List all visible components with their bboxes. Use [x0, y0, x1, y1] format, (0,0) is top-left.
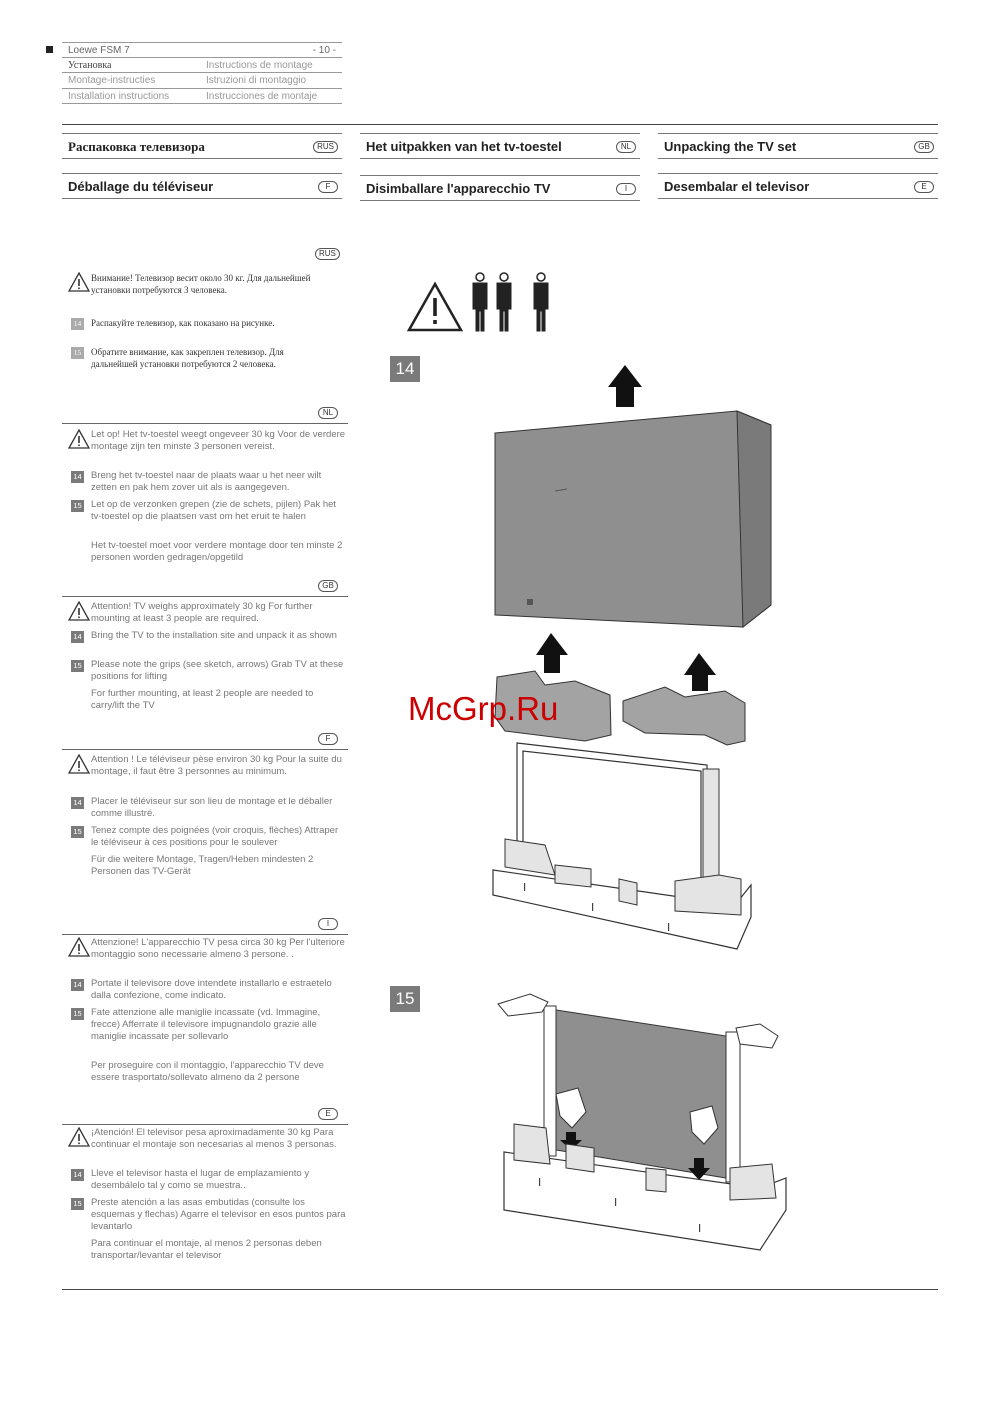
- note-f: [62, 854, 348, 880]
- step-text: Fate attenzione alle maniglie incassate (vd. Immagine, frecce) Afferrate il televisore impugnandolo grazie alle maniglie incassate per sollevarlo: [91, 1007, 321, 1042]
- note-text: Het tv-toestel moet voor verdere montage door ten minste 2 personen worden gedragen/opgetild: [91, 540, 343, 563]
- header-cell: Instrucciones de montaje: [206, 90, 318, 102]
- note-i: [62, 1060, 348, 1086]
- step-number: 14: [71, 979, 84, 991]
- warning-nl: [62, 429, 348, 467]
- svg-text:I: I: [523, 881, 527, 894]
- header-cell: Установка: [68, 59, 112, 71]
- step-f-14: [62, 796, 348, 822]
- lang-badge: RUS: [313, 141, 338, 153]
- title-text: Unpacking the TV set: [664, 139, 797, 154]
- step-text: Обратите внимание, как закреплен телевизор. Для дальнейшей установки потребуются 2 человека.: [91, 347, 284, 369]
- top-rule: [62, 124, 938, 125]
- section-rule: [62, 423, 348, 424]
- title-nl: [360, 133, 640, 159]
- warning-icon: [68, 1127, 90, 1147]
- svg-text:I: I: [698, 1222, 702, 1235]
- note-text: For further mounting, at least 2 people are needed to carry/lift the TV: [91, 688, 314, 711]
- header-bullet: [46, 46, 53, 53]
- title-rus: [62, 133, 342, 159]
- title-i: [360, 175, 640, 201]
- step-number: 15: [71, 1008, 84, 1020]
- lifting-illustration: [490, 988, 800, 1258]
- title-text: Disimballare l'apparecchio TV: [366, 181, 551, 196]
- step-number: 15: [71, 660, 84, 672]
- header-row: [62, 73, 342, 89]
- warning-text: Attenzione! L'apparecchio TV pesa circa 30 kg Per l'ulteriore montaggio sono necessarie almeno 3 persone. .: [91, 937, 345, 960]
- header-row: [62, 58, 342, 74]
- warning-text: ¡Atención! El televisor pesa aproximadamente 30 kg Para continuar el montaje son necesarias al menos 3 personas.: [91, 1127, 337, 1150]
- step-number: 15: [71, 1198, 84, 1210]
- warning-text: Attention ! Le téléviseur pèse environ 30 kg Pour la suite du montage, il faut être 3 personnes au minimum.: [91, 754, 342, 777]
- section-badge-i: I: [318, 918, 338, 930]
- warning-icon: [68, 754, 90, 774]
- step-text: Breng het tv-toestel naar de plaats waar u het neer wilt zetten en pak hem zover uit als is aangegeven.: [91, 470, 322, 493]
- warning-icon: [68, 937, 90, 957]
- header-cell: Montage-instructies: [68, 75, 156, 86]
- step-text: Placer le téléviseur sur son lieu de montage et le déballer comme illustré.: [91, 796, 333, 819]
- warning-f: [62, 754, 348, 792]
- note-nl: [62, 540, 348, 566]
- step-gb-15: [62, 659, 348, 685]
- step-text: Tenez compte des poignées (voir croquis, flèches) Attraper le téléviseur à ces positions pour le soulever: [91, 825, 339, 848]
- section-badge-f: F: [318, 733, 338, 745]
- bottom-rule: [62, 1289, 938, 1290]
- svg-text:I: I: [591, 901, 595, 914]
- title-text: Déballage du téléviseur: [68, 179, 214, 194]
- svg-text:I: I: [614, 1196, 618, 1209]
- svg-text:I: I: [538, 1176, 542, 1189]
- lang-badge: E: [914, 181, 934, 193]
- step-f-15: [62, 825, 348, 851]
- note-gb: [62, 688, 348, 714]
- section-rule: [62, 749, 348, 750]
- warning-rus: [62, 272, 348, 302]
- step-text: Bring the TV to the installation site and unpack it as shown: [91, 630, 337, 641]
- header-row-brand: [62, 42, 342, 58]
- header-row: [62, 89, 342, 105]
- section-badge-e: E: [318, 1108, 338, 1120]
- warning-icon: [68, 429, 90, 449]
- header-cell: Installation instructions: [68, 90, 170, 102]
- note-text: Für die weitere Montage, Tragen/Heben mindesten 2 Personen das TV-Gerät: [91, 854, 314, 877]
- step-number: 15: [71, 347, 84, 359]
- step-number: 15: [71, 500, 84, 512]
- section-badge-nl: NL: [318, 407, 338, 419]
- step-number: 14: [71, 797, 84, 809]
- step-text: Preste atención a las asas embutidas (consulte los esquemas y flechas) Agarre el televisor en esos puntos para levantarlo: [91, 1197, 346, 1232]
- warning-gb: [62, 601, 348, 627]
- lang-badge: NL: [616, 141, 636, 153]
- warning-e: [62, 1127, 348, 1165]
- warning-icon: [68, 272, 90, 292]
- warning-icon: [68, 601, 90, 621]
- title-text: Распаковка телевизора: [68, 139, 205, 154]
- section-rule: [62, 1124, 348, 1125]
- step-e-14: [62, 1168, 348, 1194]
- three-persons-warning-icon: [405, 270, 565, 338]
- unpacking-illustration: [405, 365, 785, 955]
- warning-i: [62, 937, 348, 975]
- step-gb-14: [62, 630, 348, 656]
- header-table: [62, 42, 342, 104]
- section-badge-gb: GB: [318, 580, 338, 592]
- step-i-14: [62, 978, 348, 1004]
- step-rus-15: [62, 346, 348, 374]
- lang-badge: GB: [914, 141, 934, 153]
- section-rule: [62, 934, 348, 935]
- step-number: 14: [71, 1169, 84, 1181]
- title-f: [62, 173, 342, 199]
- page-number: - 10 -: [312, 45, 336, 56]
- step-i-15: [62, 1007, 348, 1057]
- warning-text: Внимание! Телевизор весит около 30 кг. Для дальнейшей установки потребуются 3 человека.: [91, 273, 311, 295]
- header-brand: Loewe FSM 7: [68, 45, 130, 56]
- step-number: 14: [71, 318, 84, 330]
- figure-step-badge: 15: [390, 986, 420, 1012]
- svg-text:I: I: [667, 921, 671, 934]
- figure-step-badge: 14: [390, 356, 420, 382]
- step-number: 14: [71, 631, 84, 643]
- step-nl-15: [62, 499, 348, 537]
- note-e: [62, 1238, 348, 1264]
- step-text: Распакуйте телевизор, как показано на рисунке.: [91, 318, 275, 328]
- step-nl-14: [62, 470, 348, 496]
- step-text: Please note the grips (see sketch, arrows) Grab TV at these positions for lifting: [91, 659, 344, 682]
- lang-badge: I: [616, 183, 636, 195]
- step-number: 14: [71, 471, 84, 483]
- header-cell: Istruzioni di montaggio: [206, 75, 307, 86]
- step-text: Let op de verzonken grepen (zie de schets, pijlen) Pak het tv-toestel op die plaatsen vast om het eruit te halen: [91, 499, 337, 522]
- title-gb: [658, 133, 938, 159]
- section-badge-rus: RUS: [315, 248, 340, 260]
- step-text: Lleve el televisor hasta el lugar de emplazamiento y desembálelo tal y como se muestra..: [91, 1168, 310, 1191]
- header-cell: Instructions de montage: [206, 59, 313, 71]
- title-e: [658, 173, 938, 199]
- title-text: Desembalar el televisor: [664, 179, 810, 194]
- section-rule: [62, 596, 348, 597]
- note-text: Per proseguire con il montaggio, l'apparecchio TV deve essere trasportato/sollevato almeno da 2 persone: [91, 1060, 324, 1083]
- title-text: Het uitpakken van het tv-toestel: [366, 139, 562, 154]
- lang-badge: F: [318, 181, 338, 193]
- warning-text: Let op! Het tv-toestel weegt ongeveer 30 kg Voor de verdere montage zijn ten minste 3 personen vereist.: [91, 429, 346, 452]
- watermark: McGrp.Ru: [408, 690, 559, 727]
- step-text: Portate il televisore dove intendete installarlo e estraetelo dalla confezione, come indicato.: [91, 978, 332, 1001]
- warning-text: Attention! TV weighs approximately 30 kg For further mounting at least 3 people are required.: [91, 601, 313, 624]
- step-number: 15: [71, 826, 84, 838]
- step-rus-14: [62, 317, 348, 333]
- step-e-15: [62, 1197, 348, 1235]
- note-text: Para continuar el montaje, al menos 2 personas deben transportar/levantar el televisor: [91, 1238, 322, 1261]
